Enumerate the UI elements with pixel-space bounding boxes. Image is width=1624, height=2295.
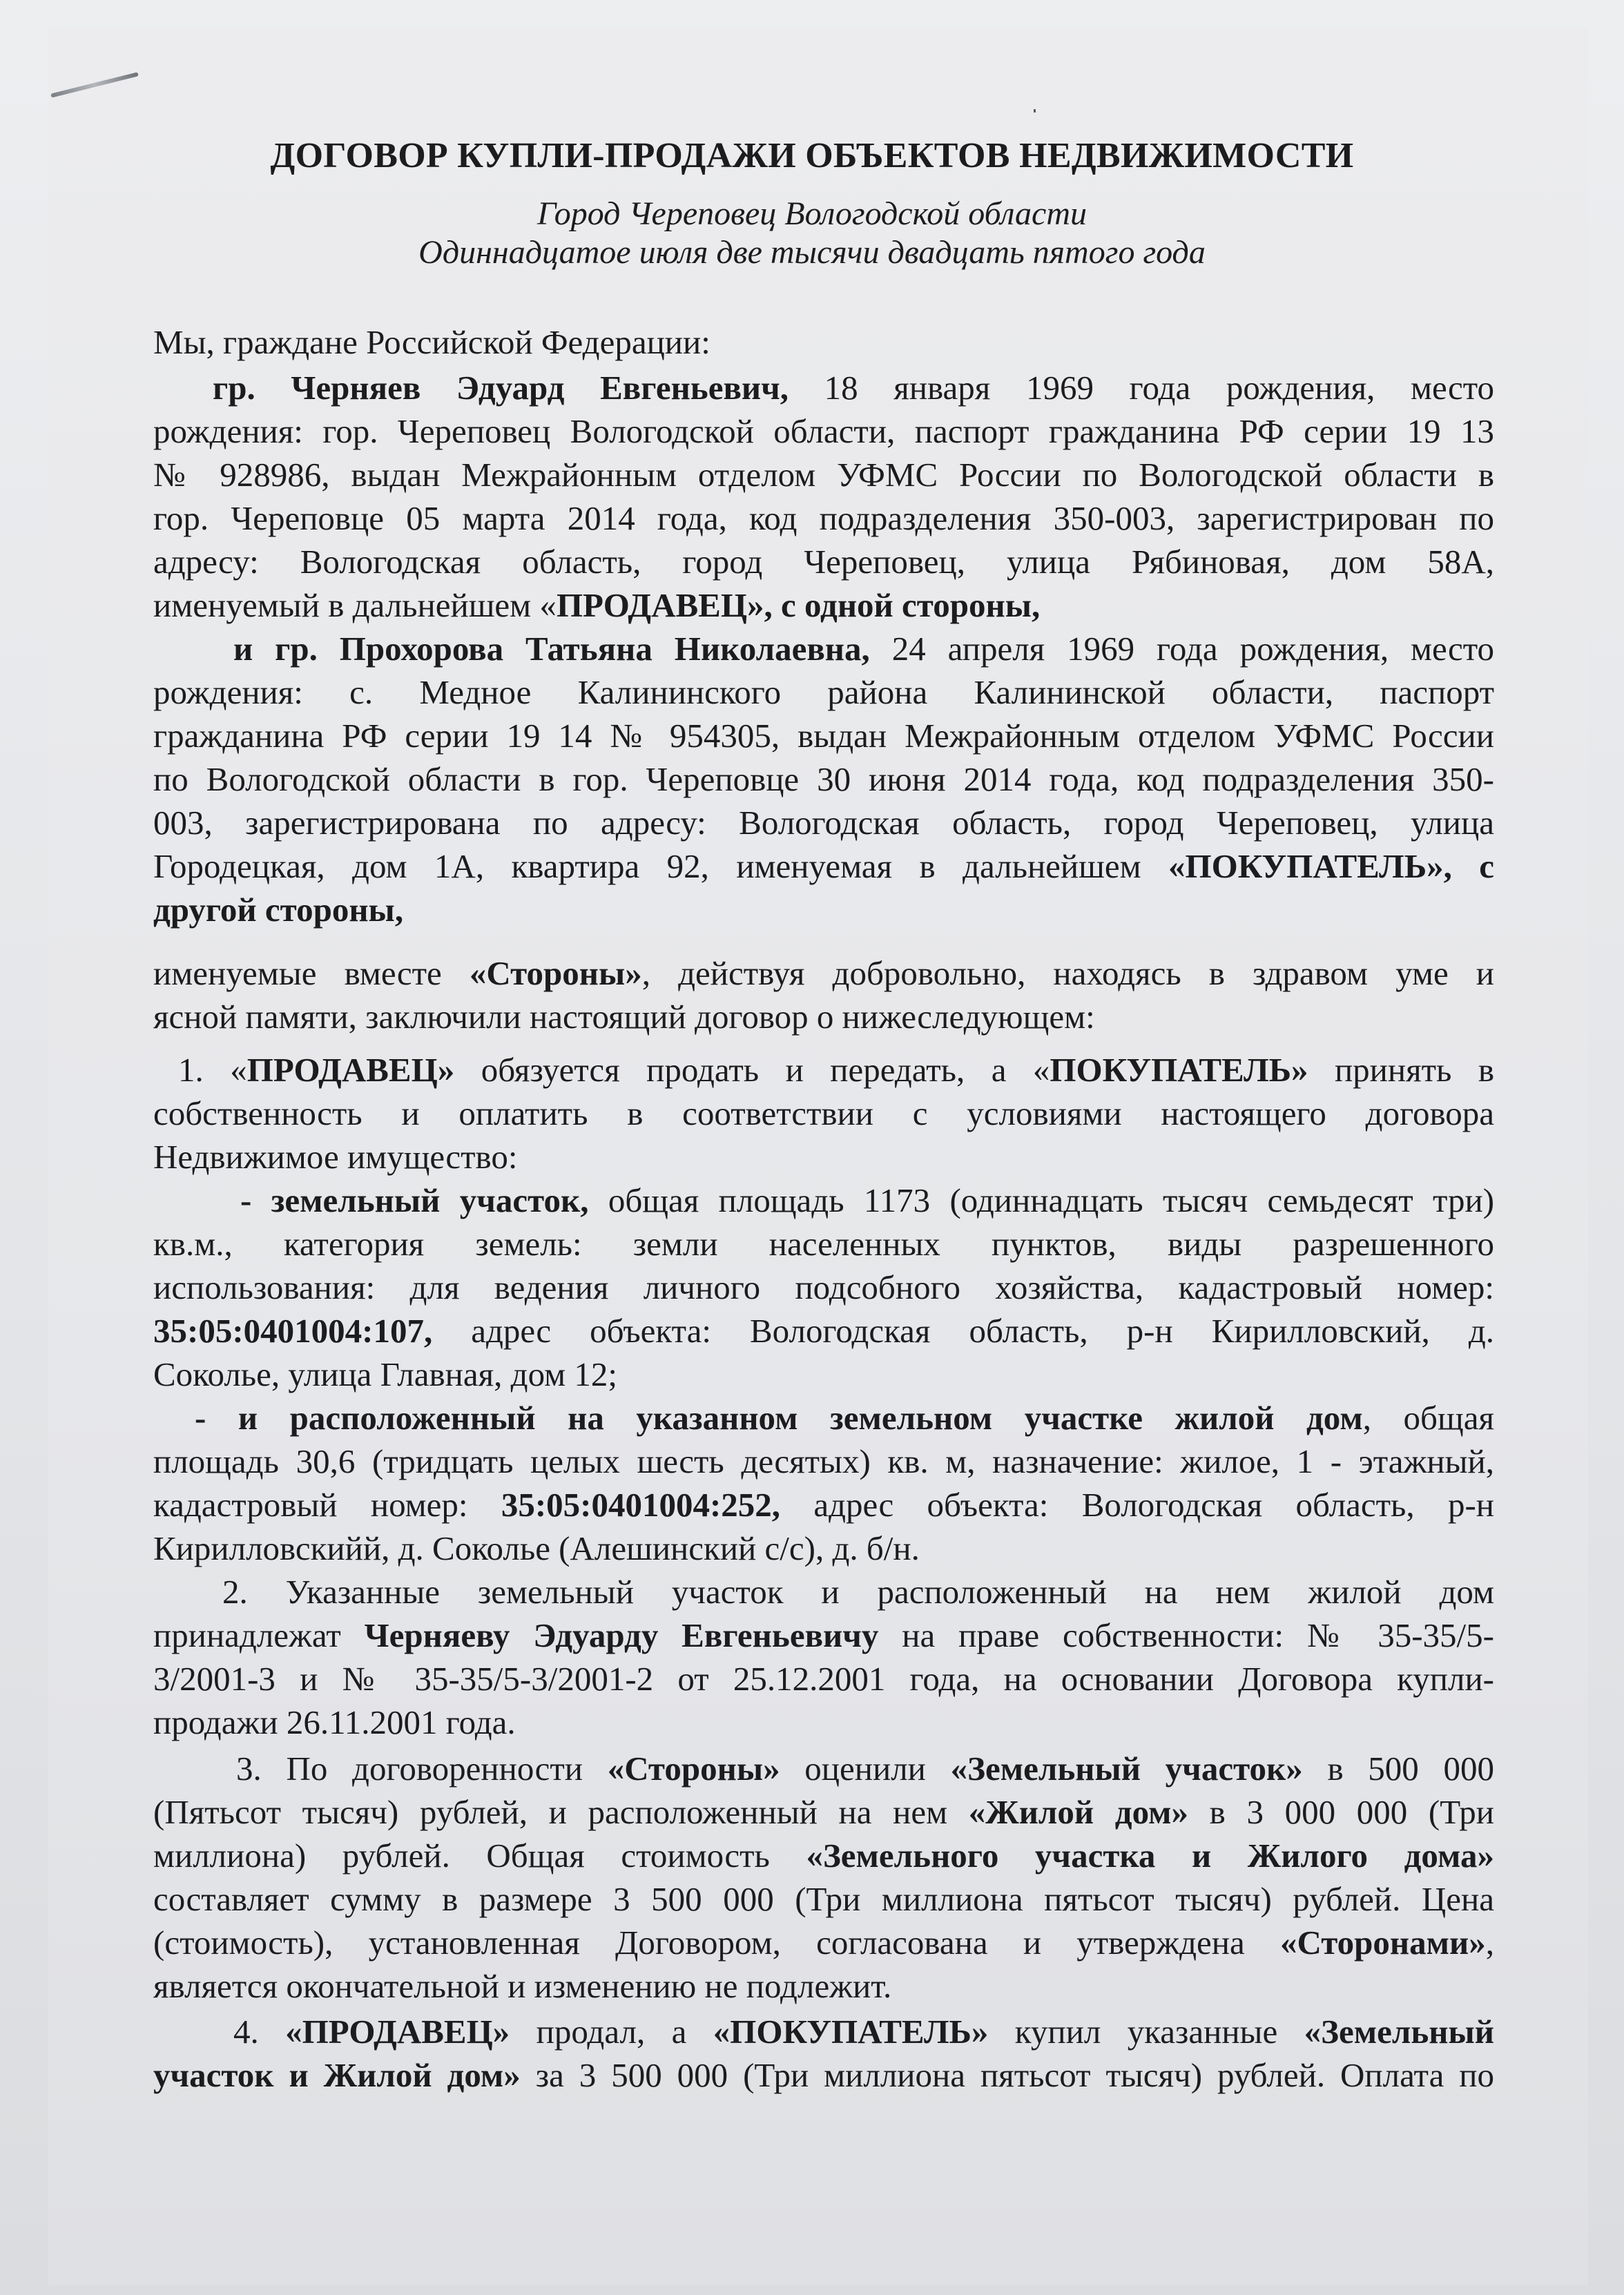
seller-line-3: № 928986, выдан Межрайонным отделом УФМС России по Вологодской области в	[153, 456, 1494, 494]
document-date: Одиннадцатое июля две тысячи двадцать пятого года	[418, 234, 1206, 271]
seller-line-6: именуемый в дальнейшем «ПРОДАВЕЦ», с одной стороны,	[153, 586, 1041, 624]
seller-line-2: рождения: гор. Череповец Вологодской области, паспорт гражданина РФ серии 19 13	[153, 412, 1494, 450]
document-city: Город Череповец Вологодской области	[536, 195, 1088, 232]
clause-2-line-2: принадлежат Черняеву Эдуарду Евгеньевичу на праве собственности: № 35-35/5-	[153, 1616, 1494, 1654]
clause-3-line-6: является окончательной и изменению не подлежит.	[153, 1967, 892, 2005]
seller-line-1: гр. Черняев Эдуард Евгеньевич, 18 января 1969 года рождения, место	[213, 369, 1494, 407]
buyer-line-6: Городецкая, дом 1А, квартира 92, именуемая в дальнейшем «ПОКУПАТЕЛЬ», с	[153, 847, 1494, 885]
land-line-3: использования: для ведения личного подсобного хозяйства, кадастровый номер:	[153, 1268, 1494, 1306]
house-line-2: площадь 30,6 (тридцать целых шесть десятых) кв. м, назначение: жилое, 1 - этажный,	[153, 1442, 1494, 1480]
seller-line-4: гор. Череповце 05 марта 2014 года, код подразделения 350-003, зарегистрирован по	[153, 499, 1494, 537]
clause-3-line-5: (стоимость), установленная Договором, согласована и утверждена «Сторонами»,	[153, 1924, 1494, 1962]
buyer-line-4: по Вологодской области в гор. Череповце 30 июня 2014 года, код подразделения 350-	[153, 760, 1494, 798]
clause-3-line-1: 3. По договоренности «Стороны» оценили «Земельный участок» в 500 000	[236, 1750, 1495, 1788]
land-line-4: 35:05:0401004:107, адрес объекта: Вологодская область, р-н Кирилловский, д.	[153, 1312, 1494, 1350]
house-line-4: Кирилловскийй, д. Соколье (Алешинский с/с), д. б/н.	[153, 1529, 920, 1567]
land-cadastral-number: 35:05:0401004:107,	[153, 1312, 433, 1350]
clause-1-line-1: 1. «ПРОДАВЕЦ» обязуется продать и передать, а «ПОКУПАТЕЛЬ» принять в	[178, 1051, 1495, 1089]
land-line-1: - земельный участок, общая площадь 1173 (одиннадцать тысяч семьдесят три)	[240, 1181, 1495, 1219]
clause-3-line-2: (Пятьсот тысяч) рублей, и расположенный на нем «Жилой дом» в 3 000 000 (Три	[153, 1793, 1494, 1831]
clause-2-line-3: 3/2001-3 и № 35-35/5-3/2001-2 от 25.12.2001 года, на основании Договора купли-	[153, 1660, 1494, 1698]
clause-1-line-2: собственность и оплатить в соответствии с условиями настоящего договора	[153, 1094, 1494, 1132]
clause-3-line-3: миллиона) рублей. Общая стоимость «Земельного участка и Жилого дома»	[153, 1837, 1494, 1875]
clause-3-line-4: составляет сумму в размере 3 500 000 (Три миллиона пятьсот тысяч) рублей. Цена	[153, 1880, 1494, 1918]
seller-name: Черняев Эдуард Евгеньевич,	[291, 369, 789, 407]
house-line-1: - и расположенный на указанном земельном участке жилой дом, общая	[195, 1399, 1494, 1437]
document-title: ДОГОВОР КУПЛИ-ПРОДАЖИ ОБЪЕКТОВ НЕДВИЖИМОСТИ	[270, 136, 1354, 175]
clause-1-line-3: Недвижимое имущество:	[153, 1138, 518, 1176]
clause-4-line-2: участок и Жилой дом» за 3 500 000 (Три миллиона пятьсот тысяч) рублей. Оплата по	[153, 2056, 1494, 2094]
buyer-line-5: 003, зарегистрирована по адресу: Вологодская область, город Череповец, улица	[153, 804, 1494, 842]
buyer-line-3: гражданина РФ серии 19 14 № 954305, выдан Межрайонным отделом УФМС России	[153, 717, 1494, 755]
paper-speck	[1034, 109, 1036, 113]
parties-line-2: ясной памяти, заключили настоящий договор о нижеследующем:	[153, 998, 1095, 1036]
house-line-3: кадастровый номер: 35:05:0401004:252, адрес объекта: Вологодская область, р-н	[153, 1486, 1495, 1524]
parties-line-1: именуемые вместе «Стороны», действуя добровольно, находясь в здравом уме и	[153, 954, 1495, 992]
clause-4-line-1: 4. «ПРОДАВЕЦ» продал, а «ПОКУПАТЕЛЬ» купил указанные «Земельный	[233, 2013, 1495, 2051]
buyer-name: и гр. Прохорова Татьяна Николаевна,	[233, 630, 870, 668]
house-cadastral-number: 35:05:0401004:252,	[501, 1486, 781, 1524]
land-line-2: кв.м., категория земель: земли населенных пунктов, виды разрешенного	[153, 1225, 1494, 1263]
land-line-5: Соколье, улица Главная, дом 12;	[153, 1355, 618, 1393]
seller-line-5: адресу: Вологодская область, город Череповец, улица Рябиновая, дом 58А,	[153, 543, 1494, 581]
buyer-line-2: рождения: с. Медное Калининского района Калининской области, паспорт	[153, 673, 1494, 711]
intro-line: Мы, граждане Российской Федерации:	[153, 323, 710, 361]
buyer-line-1: и гр. Прохорова Татьяна Николаевна, 24 апреля 1969 года рождения, место	[233, 630, 1495, 668]
buyer-line-7: другой стороны,	[153, 891, 404, 929]
clause-2-line-4: продажи 26.11.2001 года.	[153, 1703, 516, 1741]
clause-2-line-1: 2. Указанные земельный участок и расположенный на нем жилой дом	[222, 1573, 1494, 1611]
